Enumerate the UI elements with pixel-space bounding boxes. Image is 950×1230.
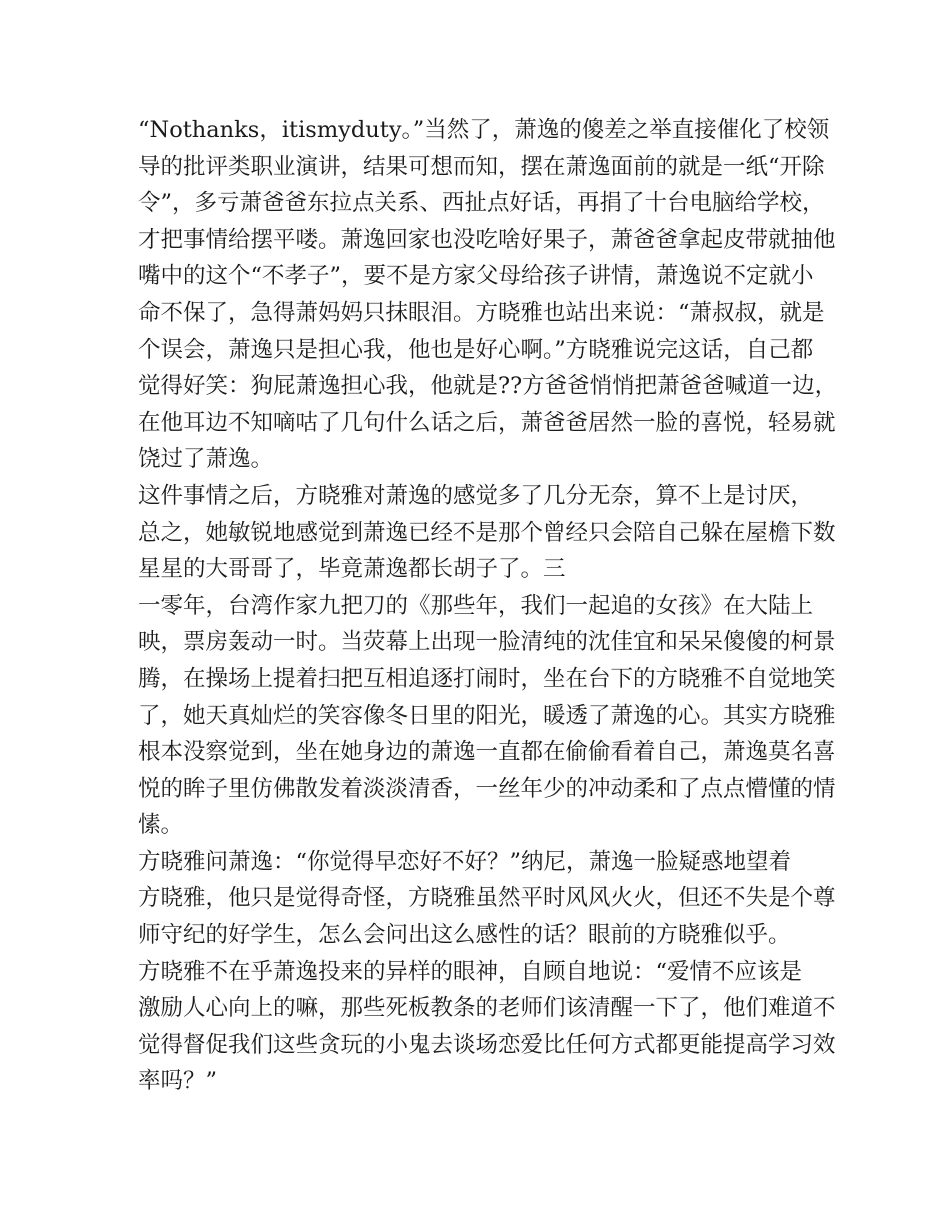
- text-line: 导的批评类职业演讲，结果可想而知，摆在萧逸面前的就是一纸“开除: [138, 153, 825, 180]
- text-line: 了，她天真灿烂的笑容像冬日里的阳光，暖透了萧逸的心。其实方晓雅: [138, 702, 836, 729]
- text-line: 嘴中的这个“不孝子”，要不是方家父母给孩子讲情，萧逸说不定就小: [138, 263, 814, 290]
- text-line: 命不保了，急得萧妈妈只抹眼泪。方晓雅也站出来说：“萧叔叔，就是: [138, 299, 825, 326]
- text-line: 觉得好笑：狗屁萧逸担心我，他就是??方爸爸悄悄把萧爸爸喊道一边，: [138, 373, 838, 400]
- text-line: 在他耳边不知嘀咕了几句什么话之后，萧爸爸居然一脸的喜悦，轻易就: [138, 409, 836, 436]
- text-line: “Nothanks，itismyduty。”当然了，萧逸的傻差之举直接催化了校领: [138, 117, 830, 143]
- body-text: [138, 112, 838, 1100]
- text-line: 腾，在操场上提着扫把互相追逐打闹时，坐在台下的方晓雅不自觉地笑: [138, 665, 836, 692]
- text-line: 个误会，萧逸只是担心我，他也是好心啊。”方晓雅说完这话，自己都: [138, 336, 814, 363]
- text-line: 方晓雅不在乎萧逸投来的异样的眼神，自顾自地说：“爱情不应该是: [138, 958, 803, 985]
- text-line: 率吗？”: [138, 1068, 218, 1095]
- text-line: 这件事情之后，方晓雅对萧逸的感觉多了几分无奈，算不上是讨厌，: [138, 482, 814, 509]
- text-line: 愫。: [138, 812, 184, 839]
- text-line: 激励人心向上的嘛，那些死板教条的老师们该清醒一下了，他们难道不: [138, 995, 836, 1022]
- text-line: 觉得督促我们这些贪玩的小鬼去谈场恋爱比任何方式都更能提高学习效: [138, 1031, 836, 1058]
- text-line: 饶过了萧逸。: [138, 446, 274, 473]
- text-line: 根本没察觉到，坐在她身边的萧逸一直都在偷偷看着自己，萧逸莫名喜: [138, 739, 836, 766]
- text-line: 总之，她敏锐地感觉到萧逸已经不是那个曾经只会陪自己躲在屋檐下数: [138, 519, 836, 546]
- text-line: 方晓雅，他只是觉得奇怪，方晓雅虽然平时风风火火，但还不失是个尊: [138, 885, 836, 912]
- text-line: 令”，多亏萧爸爸东拉点关系、西扯点好话，再捐了十台电脑给学校，: [138, 190, 825, 217]
- text-line: 一零年，台湾作家九把刀的《那些年，我们一起追的女孩》在大陆上: [138, 592, 814, 619]
- text-line: 星星的大哥哥了，毕竟萧逸都长胡子了。三: [138, 556, 566, 583]
- text-line: 才把事情给摆平喽。萧逸回家也没吃啥好果子，萧爸爸拿起皮带就抽他: [138, 226, 836, 253]
- text-line: 师守纪的好学生，怎么会问出这么感性的话？眼前的方晓雅似乎。: [138, 922, 791, 949]
- text-line: 映，票房轰动一时。当荧幕上出现一脸清纯的沈佳宜和呆呆傻傻的柯景: [138, 629, 836, 656]
- text-line: 方晓雅问萧逸：“你觉得早恋好不好？”纳尼，萧逸一脸疑惑地望着: [138, 848, 792, 875]
- text-line: 悦的眸子里仿佛散发着淡淡清香，一丝年少的冲动柔和了点点懵懂的情: [138, 775, 836, 802]
